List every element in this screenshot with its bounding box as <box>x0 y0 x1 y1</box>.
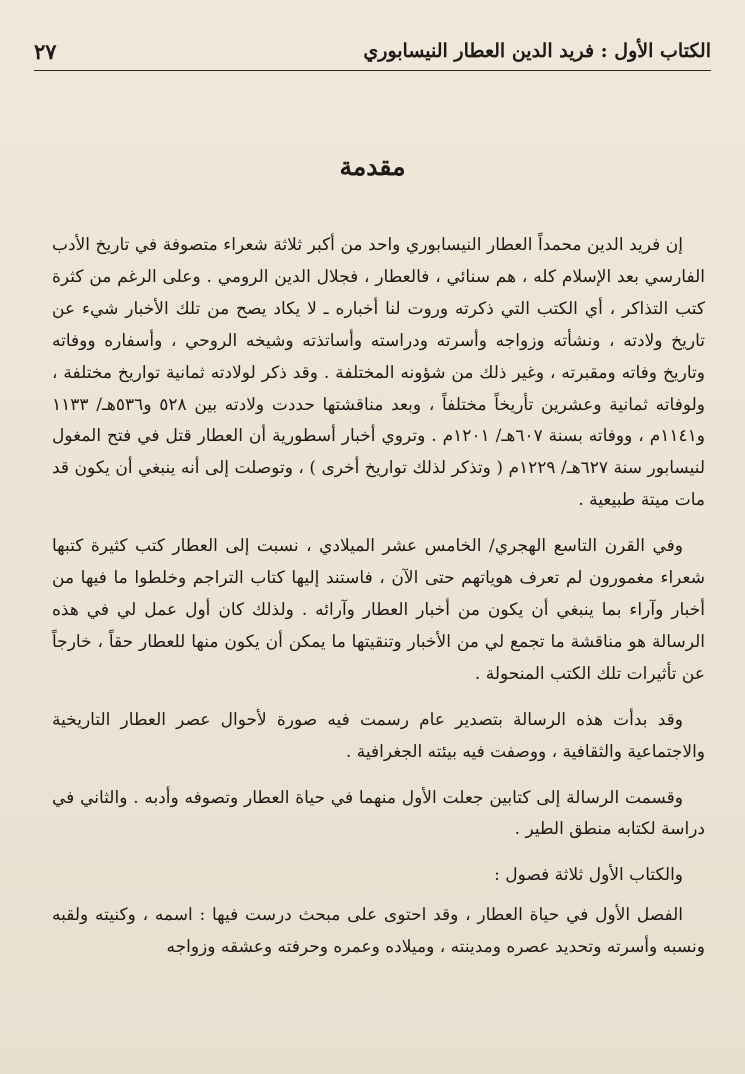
page-number: ٢٧ <box>34 39 57 64</box>
paragraph: وقد بدأت هذه الرسالة بتصدير عام رسمت فيه صورة لأحوال عصر العطار التاريخية والاجتماعية والثقافية ، ووصفت فيه بيئته الجغرافية . <box>52 709 705 762</box>
section-heading: مقدمة <box>339 152 406 181</box>
running-title: الكتاب الأول : فريد الدين العطار النيسابوري <box>363 40 711 62</box>
header-divider <box>34 70 711 71</box>
paragraph: وفي القرن التاسع الهجري/ الخامس عشر الميلادي ، نسبت إلى العطار كتب كثيرة كتبها شعراء مغمورون لم تعرف هوياتهم حتى الآن ، فاستند إليها كتاب التراجم وخلطوا ما فيها من أخبار وآراء بما ينبغي أن يكون من أخبار العطار وآرائه . ولذلك كان أول عمل لي في هذه الرسالة هو مناقشة ما تجمع لي من الأخبار وتنقيتها ما يمكن أن يكون منها للعطار حقاً ، خارجاً عن تأثيرات تلك الكتب المنحولة . <box>52 536 705 684</box>
page-header <box>34 38 711 70</box>
paragraph: إن فريد الدين محمداً العطار النيسابوري واحد من أكبر ثلاثة شعراء متصوفة في تاريخ الأدب الفارسي بعد الإسلام كله ، هم سنائي ، فالعطار ، فجلال الدين الرومي . وعلى الرغم من كثرة كتب التذاكر ، أي الكتب التي ذكرته وروت لنا أخباره ـ لا يكاد يصح من تلك الأخبار شيء عن تاريخ ولادته ، ونشأته وزواجه وأسرته ودراسته وأساتذته وشيخه الروحي ، وأسفاره ووفاته وتاريخ وفاته ومقبرته ، وغير ذلك من شؤونه المختلفة . وقد ذكر لولادته ثمانية تواريخ مختلفة ، ولوفاته ثمانية وعشرين تأريخاً مختلفاً ، وبعد مناقشتها حددت ولادته بين ٥٢٨ و٥٣٦هـ/ ١١٣٣ و١١٤١م ، ووفاته بسنة ٦٠٧هـ/ ١٢٠١م . وتروي أخبار أسطورية أن العطار قتل في فتح المغول لنيسابور سنة ٦٢٧هـ/ ١٢٢٩م ( وتذكر لذلك تواريخ أخرى ) ، وتوصلت إلى أنه ينبغي أن يكون قد مات ميتة طبيعية . <box>52 235 706 511</box>
paragraph: الفصل الأول في حياة العطار ، وقد احتوى على مبحث درست فيها : اسمه ، وكنيته ولقبه ونسبه وأسرته وتحديد عصره ومدينته ، وميلاده وعمره وحرفته وعشقه وزواجه <box>52 905 705 958</box>
paragraph: وقسمت الرسالة إلى كتابين جعلت الأول منهما في حياة العطار وتصوفه وأدبه . والثاني في دراسة لكتابه منطق الطير . <box>52 787 705 840</box>
paragraph: والكتاب الأول ثلاثة فصول : <box>494 865 683 886</box>
body-text <box>52 230 705 978</box>
